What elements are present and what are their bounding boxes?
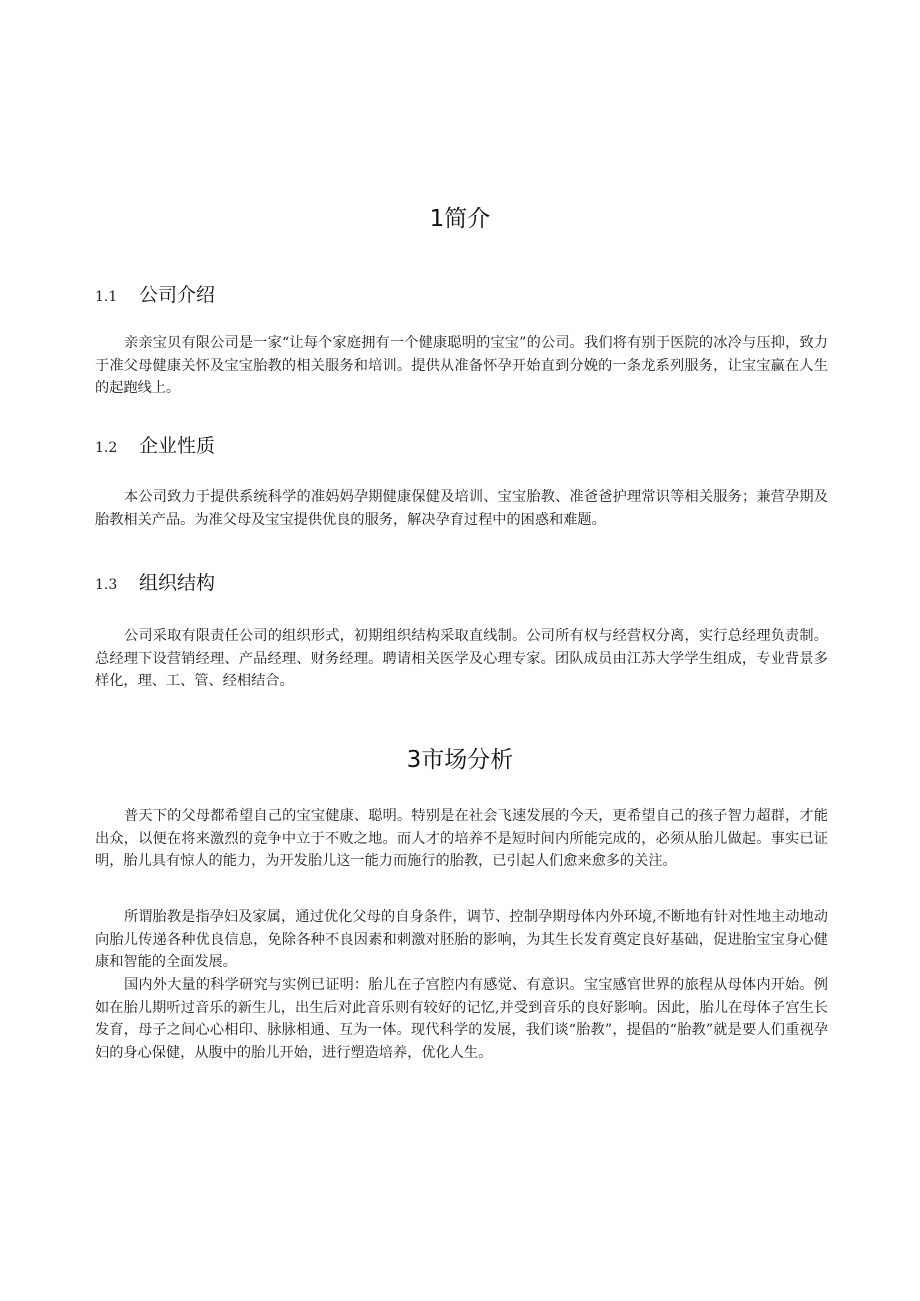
section-number: 1.3 [95,577,118,593]
section-title: 组织结构 [139,572,216,594]
section-title: 公司介绍 [139,284,216,306]
enterprise-nature-paragraph: 本公司致力于提供系统科学的准妈妈孕期健康保健及培训、宝宝胎教、准爸爸护理常识等相关服务；兼营孕期及胎教相关产品。为准父母及宝宝提供优良的服务，解决孕育过程中的困惑和难题。 [95,489,828,528]
market-paragraph-2: 所谓胎教是指孕妇及家属，通过优化父母的自身条件，调节、控制孕期母体内外环境,不断地有针对性地主动地动向胎儿传递各种优良信息，免除各种不良因素和刺激对胚胎的影响，为其生长发育奠定良好基础，促进胎宝宝身心健康和智能的全面发展。 [95,909,828,970]
chapter-3-heading: 3市场分析 [406,747,514,773]
section-1-2-heading [95,431,835,458]
market-paragraph-1: 普天下的父母都希望自己的宝宝健康、聪明。特别是在社会飞速发展的今天，更希望自己的孩子智力超群，才能出众，以便在将来激烈的竞争中立于不败之地。而人才的培养不是短时间内所能完成的，必须从胎儿做起。事实已证明，胎儿具有惊人的能力，为开发胎儿这一能力而施行的胎教，已引起人们愈来愈多的关注。 [95,808,828,869]
org-structure-paragraph: 公司采取有限责任公司的组织形式，初期组织结构采取直线制。公司所有权与经营权分离，实行总经理负责制。总经理下设营销经理、产品经理、财务经理。聘请相关医学及心理专家。团队成员由江苏大学学生组成，专业背景多样化，理、工、管、经相结合。 [95,628,828,689]
market-paragraph-3: 国内外大量的科学研究与实例已证明：胎儿在子宫腔内有感觉、有意识。宝宝感官世界的旅程从母体内开始。例如在胎儿期听过音乐的新生儿，出生后对此音乐则有较好的记忆,并受到音乐的良好影响。因此，胎儿在母体子宫生长发育，母子之间心心相印、脉脉相通、互为一体。现代科学的发展，我们谈“胎教”，提倡的“胎教”就是要人们重视孕妇的身心保健，从腹中的胎儿开始，进行塑造培养，优化人生。 [95,977,828,1061]
company-intro-paragraph: 亲亲宝贝有限公司是一家“让每个家庭拥有一个健康聪明的宝宝”的公司。我们将有别于医院的冰冷与压抑，致力于准父母健康关怀及宝宝胎教的相关服务和培训。提供从准备怀孕开始直到分娩的一条龙系列服务，让宝宝赢在人生的起跑线上。 [95,335,828,396]
section-title: 企业性质 [139,435,216,457]
section-1-3-heading [95,568,835,595]
chapter-1-heading: 1简介 [429,206,491,232]
section-1-1-heading [95,280,835,307]
section-number: 1.1 [95,289,118,305]
section-number: 1.2 [95,440,118,456]
